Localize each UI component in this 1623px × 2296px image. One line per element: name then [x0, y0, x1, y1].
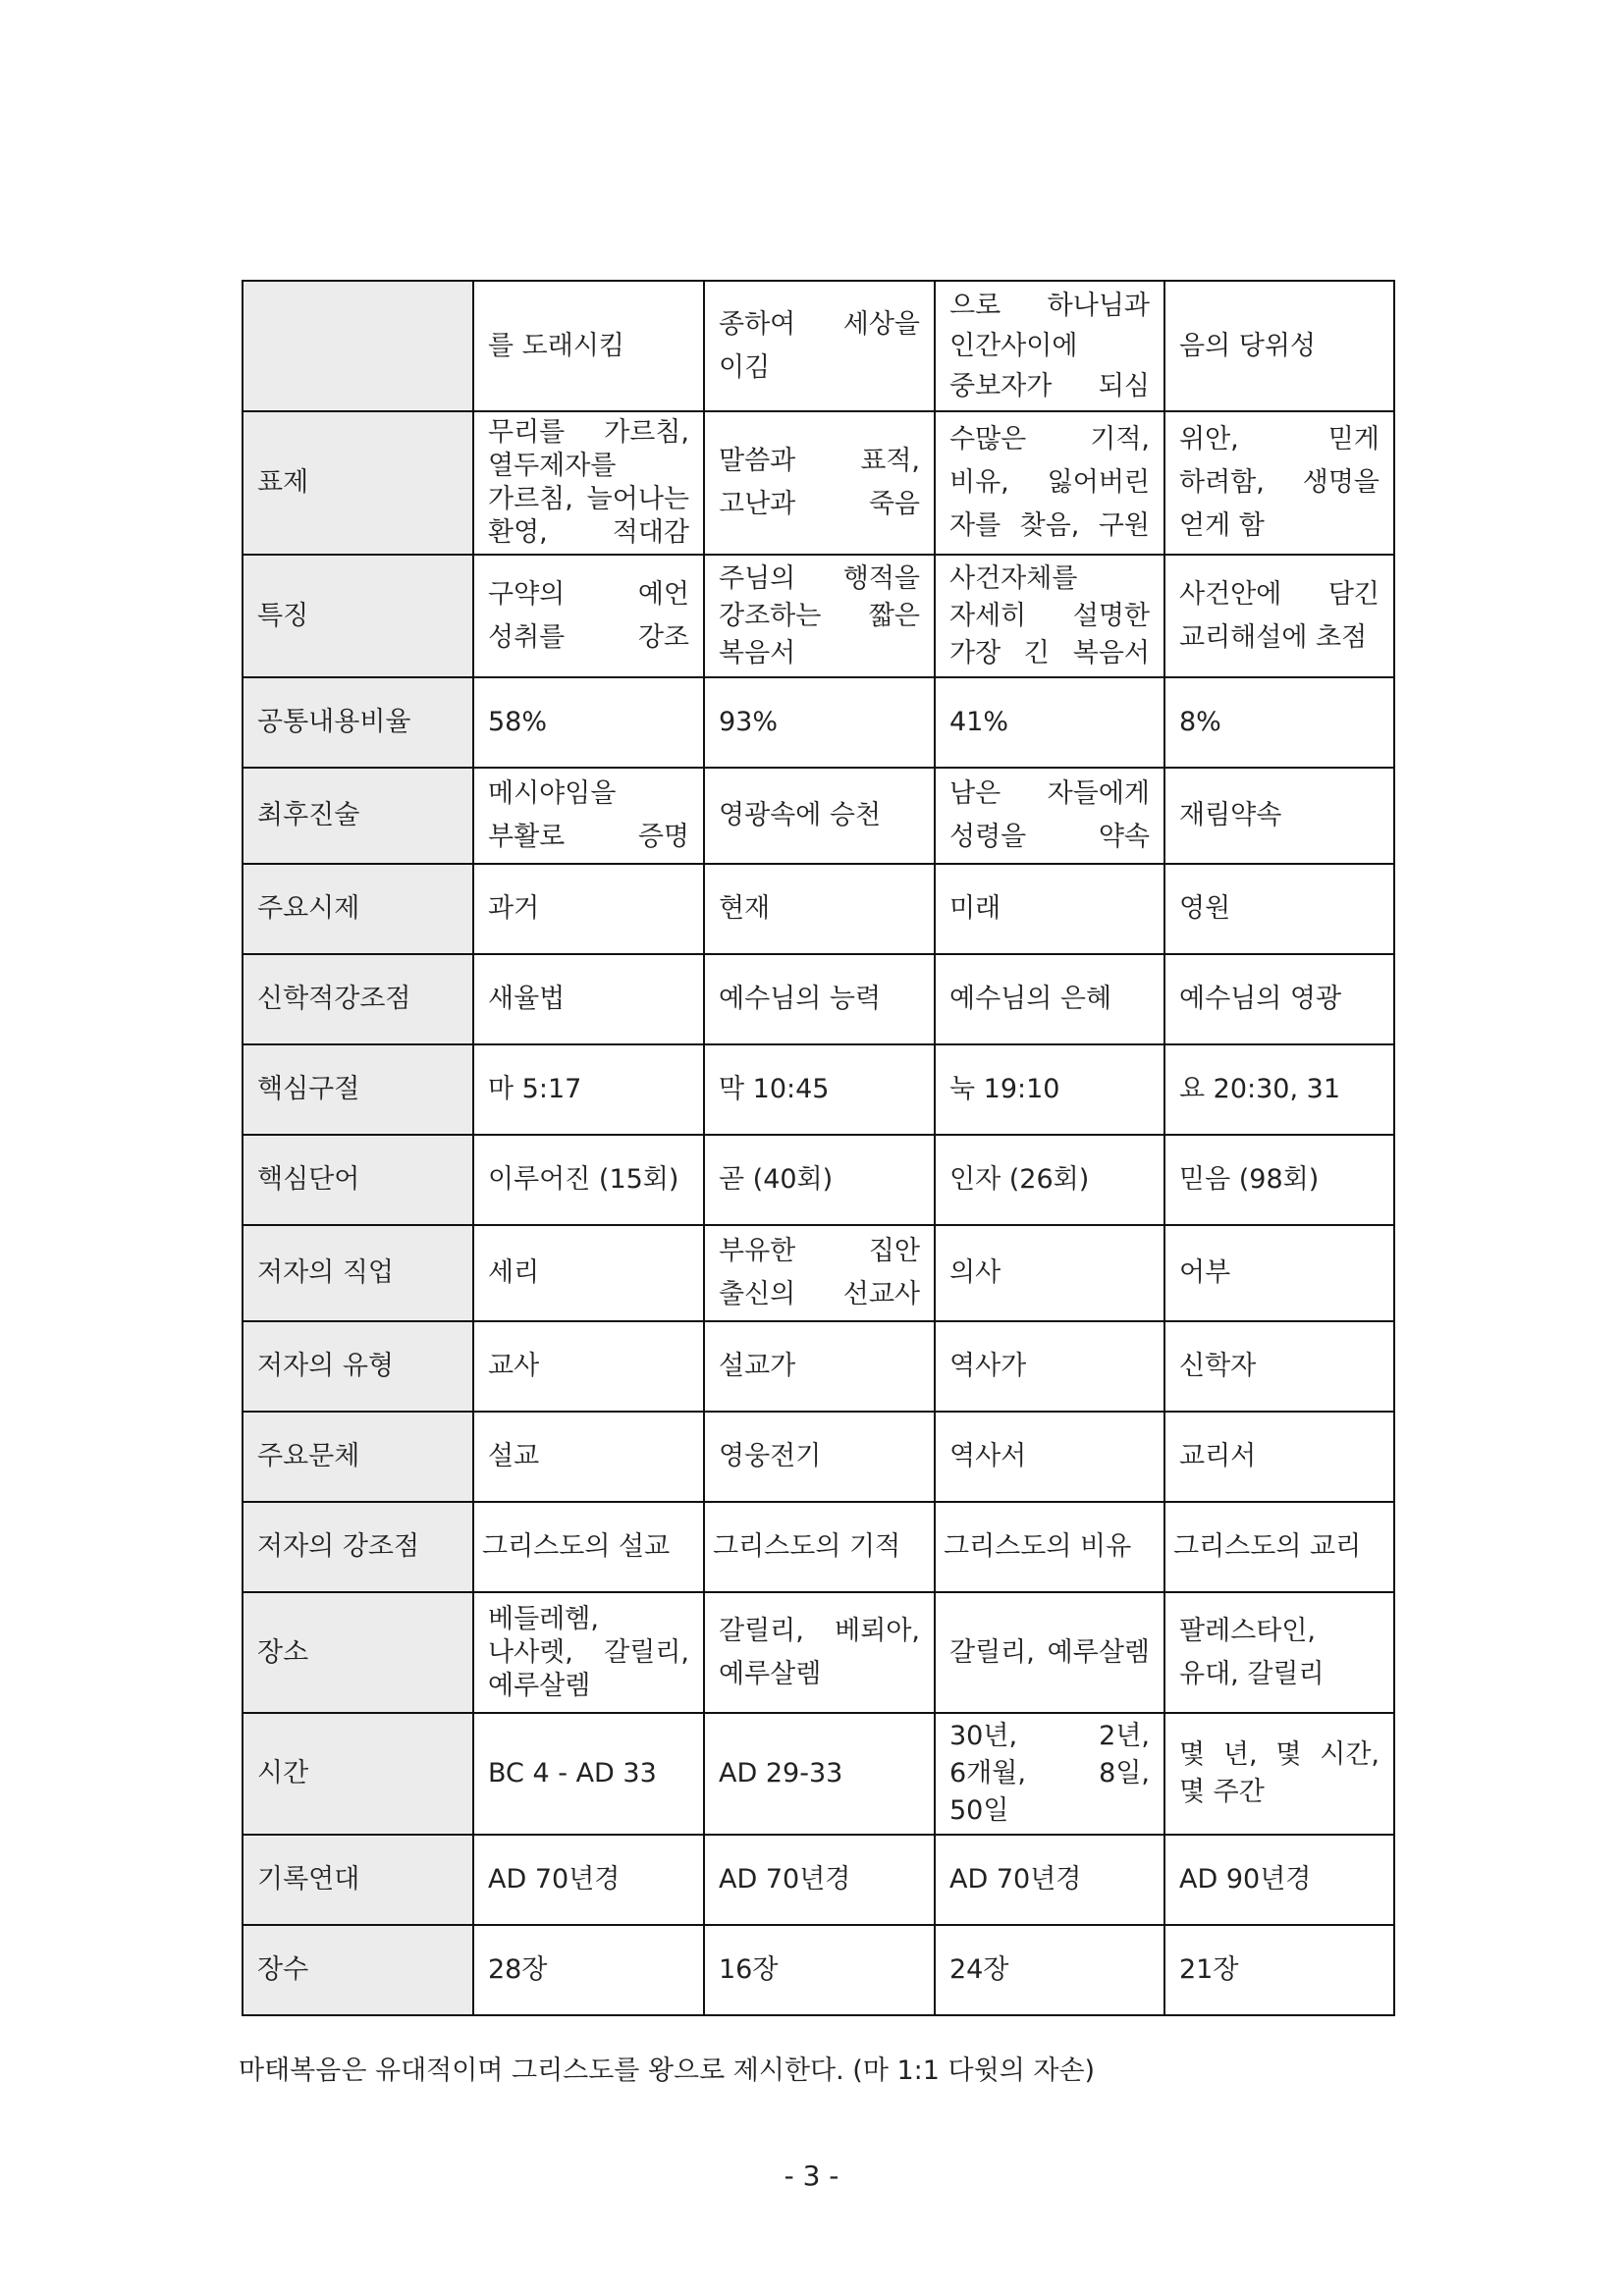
- table-cell: 구약의 예언 성취를 강조: [473, 555, 704, 677]
- table-cell: 갈릴리, 예루살렘: [935, 1592, 1164, 1713]
- table-cell: AD 70년경: [473, 1835, 704, 1925]
- table-cell: 예수님의 영광: [1164, 954, 1394, 1044]
- table-cell: 30년, 2년, 6개월, 8일, 50일: [935, 1713, 1164, 1835]
- table-cell: 남은 자들에게 성령을 약속: [935, 768, 1164, 864]
- table-cell: 설교: [473, 1412, 704, 1502]
- table-cell: 눅 19:10: [935, 1044, 1164, 1135]
- table-row: [243, 1225, 1394, 1321]
- table-cell: 그리스도의 비유: [935, 1502, 1164, 1592]
- table-cell: 현재: [704, 864, 935, 954]
- table-cell: 28장: [473, 1925, 704, 2015]
- table-row: [243, 1713, 1394, 1835]
- table-cell: 교리서: [1164, 1412, 1394, 1502]
- table-row: [243, 768, 1394, 864]
- table-cell: 요 20:30, 31: [1164, 1044, 1394, 1135]
- table-cell: 과거: [473, 864, 704, 954]
- table-cell: 그리스도의 기적: [704, 1502, 935, 1592]
- row-label: 주요시제: [243, 864, 473, 954]
- table-cell: 수많은 기적, 비유, 잃어버린 자를 찾음, 구원: [935, 411, 1164, 555]
- table-row: [243, 1925, 1394, 2015]
- page-number: - 3 -: [784, 2160, 839, 2192]
- table-cell: 이루어진 (15회): [473, 1135, 704, 1225]
- row-label: 시간: [243, 1713, 473, 1835]
- table-cell: 종하여 세상을 이김: [704, 281, 935, 411]
- table-cell: 메시야임을 부활로 증명: [473, 768, 704, 864]
- table-row: [243, 1592, 1394, 1713]
- table-cell: 믿음 (98회): [1164, 1135, 1394, 1225]
- footnote-text: 마태복음은 유대적이며 그리스도를 왕으로 제시한다. (마 1:1 다윗의 자손): [239, 2056, 1096, 2086]
- row-label: 저자의 강조점: [243, 1502, 473, 1592]
- table-cell: BC 4 - AD 33: [473, 1713, 704, 1835]
- table-cell: 어부: [1164, 1225, 1394, 1321]
- row-label: 신학적강조점: [243, 954, 473, 1044]
- table-cell: 세리: [473, 1225, 704, 1321]
- table-row: [243, 1835, 1394, 1925]
- table-cell: 58%: [473, 677, 704, 768]
- row-label: [243, 281, 473, 411]
- table-cell: AD 29-33: [704, 1713, 935, 1835]
- table-cell: 무리를 가르침, 열두제자를 가르침, 늘어나는 환영, 적대감: [473, 411, 704, 555]
- table-cell: 8%: [1164, 677, 1394, 768]
- table-cell: 그리스도의 교리: [1164, 1502, 1394, 1592]
- table-row: [243, 1135, 1394, 1225]
- table-row: [243, 411, 1394, 555]
- table-cell: 음의 당위성: [1164, 281, 1394, 411]
- table-cell: 막 10:45: [704, 1044, 935, 1135]
- table-cell: 인자 (26회): [935, 1135, 1164, 1225]
- table-cell: 말씀과 표적, 고난과 죽음: [704, 411, 935, 555]
- row-label: 기록연대: [243, 1835, 473, 1925]
- row-label: 핵심구절: [243, 1044, 473, 1135]
- table-cell: 위안, 믿게 하려함, 생명을 얻게 함: [1164, 411, 1394, 555]
- table-row: [243, 1321, 1394, 1412]
- table-cell: AD 70년경: [704, 1835, 935, 1925]
- table-cell: AD 90년경: [1164, 1835, 1394, 1925]
- table-cell: AD 70년경: [935, 1835, 1164, 1925]
- row-label: 표제: [243, 411, 473, 555]
- table-cell: 영원: [1164, 864, 1394, 954]
- table-cell: 부유한 집안 출신의 선교사: [704, 1225, 935, 1321]
- table-cell: 베들레헴, 나사렛, 갈릴리, 예루살렘: [473, 1592, 704, 1713]
- table-cell: 예수님의 은혜: [935, 954, 1164, 1044]
- row-label: 장소: [243, 1592, 473, 1713]
- row-label: 최후진술: [243, 768, 473, 864]
- table-cell: 사건안에 담긴 교리해설에 초점: [1164, 555, 1394, 677]
- table-cell: 93%: [704, 677, 935, 768]
- table-row: [243, 1044, 1394, 1135]
- row-label: 공통내용비율: [243, 677, 473, 768]
- row-label: 저자의 직업: [243, 1225, 473, 1321]
- row-label: 저자의 유형: [243, 1321, 473, 1412]
- table-cell: 영웅전기: [704, 1412, 935, 1502]
- table-cell: 교사: [473, 1321, 704, 1412]
- table-cell: 신학자: [1164, 1321, 1394, 1412]
- table-cell: 팔레스타인, 유대, 갈릴리: [1164, 1592, 1394, 1713]
- table-cell: 영광속에 승천: [704, 768, 935, 864]
- table-cell: 으로 하나님과 인간사이에 중보자가 되심: [935, 281, 1164, 411]
- table-cell: 를 도래시킴: [473, 281, 704, 411]
- table-row: [243, 954, 1394, 1044]
- table-cell: 예수님의 능력: [704, 954, 935, 1044]
- row-label: 특징: [243, 555, 473, 677]
- table-row: [243, 677, 1394, 768]
- table-row: [243, 1412, 1394, 1502]
- table-cell: 16장: [704, 1925, 935, 2015]
- table-cell: 마 5:17: [473, 1044, 704, 1135]
- table-row: [243, 281, 1394, 411]
- table-cell: 주님의 행적을 강조하는 짧은 복음서: [704, 555, 935, 677]
- table-cell: 갈릴리, 베뢰아, 예루살렘: [704, 1592, 935, 1713]
- row-label: 핵심단어: [243, 1135, 473, 1225]
- table-cell: 사건자체를 자세히 설명한 가장 긴 복음서: [935, 555, 1164, 677]
- table-cell: 몇 년, 몇 시간, 몇 주간: [1164, 1713, 1394, 1835]
- row-label: 장수: [243, 1925, 473, 2015]
- table-cell: 의사: [935, 1225, 1164, 1321]
- table-cell: 미래: [935, 864, 1164, 954]
- table-row: [243, 864, 1394, 954]
- table-cell: 24장: [935, 1925, 1164, 2015]
- table-cell: 역사가: [935, 1321, 1164, 1412]
- table-cell: 41%: [935, 677, 1164, 768]
- table-cell: 재림약속: [1164, 768, 1394, 864]
- table-cell: 새율법: [473, 954, 704, 1044]
- table-cell: 21장: [1164, 1925, 1394, 2015]
- table-row: [243, 1502, 1394, 1592]
- table-row: [243, 555, 1394, 677]
- table-cell: 그리스도의 설교: [473, 1502, 704, 1592]
- table-cell: 곧 (40회): [704, 1135, 935, 1225]
- gospel-comparison-table: [242, 280, 1395, 2016]
- row-label: 주요문체: [243, 1412, 473, 1502]
- table-cell: 역사서: [935, 1412, 1164, 1502]
- table-cell: 설교가: [704, 1321, 935, 1412]
